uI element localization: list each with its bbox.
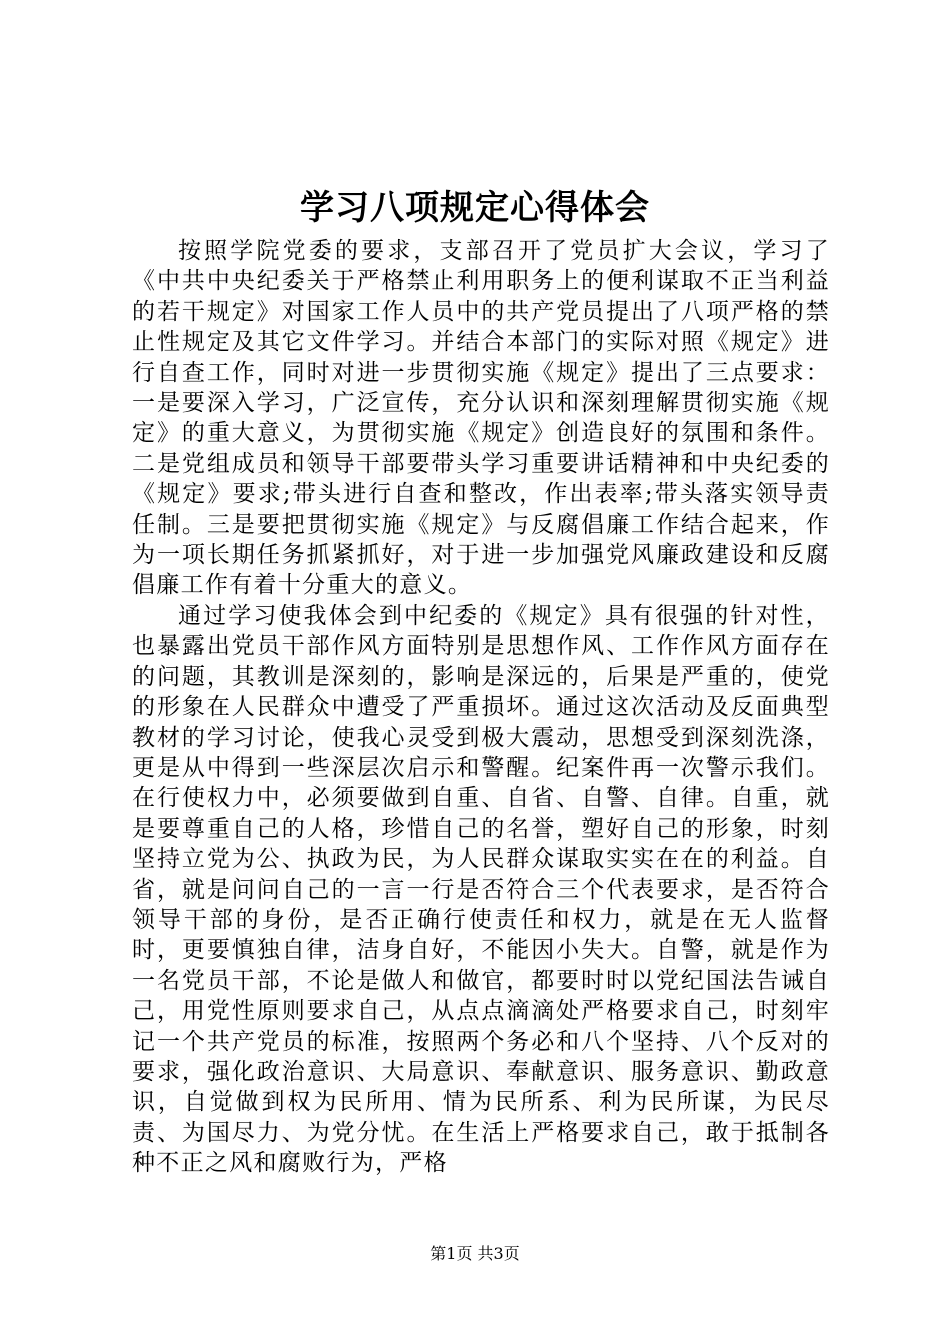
paragraph-1: 按照学院党委的要求，支部召开了党员扩大会议，学习了《中共中央纪委关于严格禁止利用职务上的便利谋取不正当利益的若干规定》对国家工作人员中的共产党员提出了八项严格的禁止性规定及其它文件学习。并结合本部门的实际对照《规定》进行自查工作，同时对进一步贯彻实施《规定》提出了三点要求：一是要深入学习，广泛宣传，充分认识和深刻理解贯彻实施《规定》的重大意义，为贯彻实施《规定》创造良好的氛围和条件。二是党组成员和领导干部要带头学习重要讲话精神和中央纪委的《规定》要求;带头进行自查和整改，作出表率;带头落实领导责任制。三是要把贯彻实施《规定》与反腐倡廉工作结合起来，作为一项长期任务抓紧抓好，对于进一步加强党风廉政建设和反腐倡廉工作有着十分重大的意义。 bbox=[132, 238, 830, 599]
document-body bbox=[132, 236, 830, 1179]
paragraph-2: 通过学习使我体会到中纪委的《规定》具有很强的针对性，也暴露出党员干部作风方面特别是思想作风、工作作风方面存在的问题，其教训是深刻的，影响是深远的，后果是严重的，使党的形象在人民群众中遭受了严重损坏。通过这次活动及反面典型教材的学习讨论，使我心灵受到极大震动，思想受到深刻洗涤，更是从中得到一些深层次启示和警醒。纪案件再一次警示我们。在行使权力中，必须要做到自重、自省、自警、自律。自重，就是要尊重自己的人格，珍惜自己的名誉，塑好自己的形象，时刻坚持立党为公、执政为民，为人民群众谋取实实在在的利益。自省，就是问问自己的一言一行是否符合三个代表要求，是否符合领导干部的身份，是否正确行使责任和权力，就是在无人监督时，更要慎独自律，洁身自好，不能因小失大。自警，就是作为一名党员干部，不论是做人和做官，都要时时以党纪国法告诫自己，用党性原则要求自己，从点点滴滴处严格要求自己，时刻牢记一个共产党员的标准，按照两个务必和八个坚持、八个反对的要求，强化政治意识、大局意识、奉献意识、服务意识、勤政意识，自觉做到权为民所用、情为民所系、利为民所谋，为民尽责、为国尽力、为党分忧。在生活上严格要求自己，敢于抵制各种不正之风和腐败行为，严格 bbox=[132, 602, 830, 1177]
document-title: 学习八项规定心得体会 bbox=[300, 188, 650, 228]
page-footer: 第1页 共3页 bbox=[430, 1244, 520, 1263]
